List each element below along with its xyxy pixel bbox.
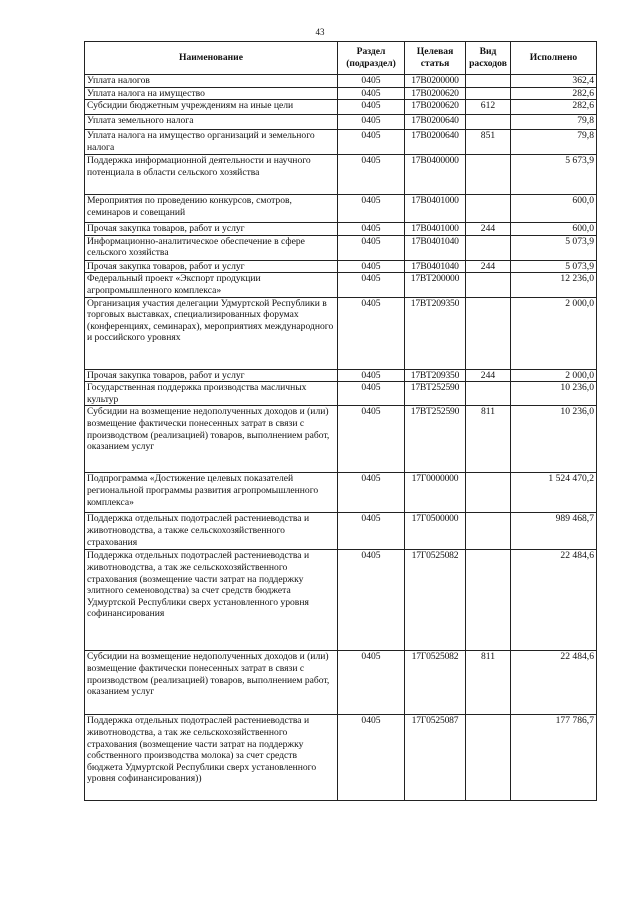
cell-expense: 244 xyxy=(466,260,511,273)
cell-expense xyxy=(466,382,511,406)
cell-expense xyxy=(466,87,511,100)
header-expense: Вид расходов xyxy=(466,42,511,75)
cell-name: Субсидии на возмещение недополученных доходов и (или) возмещение фактически понесенных затрат в связи с производством (реализацией) товаров, выполнением работ, оказанием услуг xyxy=(85,651,338,715)
cell-amount: 10 236,0 xyxy=(511,382,597,406)
cell-name: Федеральный проект «Экспорт продукции агропромышленного комплекса» xyxy=(85,273,338,297)
table-row xyxy=(85,87,597,100)
cell-amount: 2 000,0 xyxy=(511,297,597,369)
table-row xyxy=(85,100,597,115)
table-row xyxy=(85,260,597,273)
cell-expense: 244 xyxy=(466,369,511,382)
cell-target: 17В0200620 xyxy=(405,87,466,100)
cell-section: 0405 xyxy=(338,260,405,273)
cell-section: 0405 xyxy=(338,130,405,155)
cell-target: 17В0200640 xyxy=(405,130,466,155)
cell-target: 17ВТ209350 xyxy=(405,297,466,369)
cell-target: 17Г0500000 xyxy=(405,513,466,550)
cell-amount: 177 786,7 xyxy=(511,715,597,801)
table-row xyxy=(85,406,597,473)
cell-name: Уплата налогов xyxy=(85,75,338,88)
cell-amount: 22 484,6 xyxy=(511,651,597,715)
cell-expense: 244 xyxy=(466,223,511,236)
cell-expense xyxy=(466,297,511,369)
cell-amount: 282,6 xyxy=(511,100,597,115)
cell-name: Поддержка отдельных подотраслей растениеводства и животноводства, а также сельскохозяйственного страхования xyxy=(85,513,338,550)
cell-target: 17В0401040 xyxy=(405,235,466,260)
header-executed: Исполнено xyxy=(511,42,597,75)
cell-expense: 851 xyxy=(466,130,511,155)
cell-expense: 811 xyxy=(466,651,511,715)
cell-expense: 811 xyxy=(466,406,511,473)
table-row xyxy=(85,382,597,406)
table-row xyxy=(85,369,597,382)
cell-name: Прочая закупка товаров, работ и услуг xyxy=(85,223,338,236)
cell-target: 17Г0525082 xyxy=(405,550,466,651)
cell-amount: 5 673,9 xyxy=(511,155,597,195)
table-row xyxy=(85,550,597,651)
cell-target: 17ВТ252590 xyxy=(405,406,466,473)
cell-expense xyxy=(466,715,511,801)
cell-name: Субсидии бюджетным учреждениям на иные цели xyxy=(85,100,338,115)
cell-amount: 282,6 xyxy=(511,87,597,100)
cell-target: 17В0401000 xyxy=(405,223,466,236)
cell-section: 0405 xyxy=(338,651,405,715)
cell-target: 17ВТ252590 xyxy=(405,382,466,406)
table-row xyxy=(85,297,597,369)
header-target: Целевая статья xyxy=(405,42,466,75)
cell-section: 0405 xyxy=(338,550,405,651)
cell-section: 0405 xyxy=(338,235,405,260)
cell-target: 17Г0000000 xyxy=(405,473,466,513)
cell-target: 17В0200620 xyxy=(405,100,466,115)
cell-amount: 1 524 470,2 xyxy=(511,473,597,513)
page-number: 43 xyxy=(315,27,325,37)
cell-expense xyxy=(466,75,511,88)
cell-amount: 600,0 xyxy=(511,223,597,236)
cell-section: 0405 xyxy=(338,297,405,369)
cell-name: Поддержка отдельных подотраслей растениеводства и животноводства, а так же сельскохозяйственного страхования (возмещение части затрат на поддержку собственного производства молока) за счет средств бюджета Удмуртской Республики сверх установленного уровня софинансирования)) xyxy=(85,715,338,801)
table-row xyxy=(85,75,597,88)
cell-section: 0405 xyxy=(338,382,405,406)
cell-target: 17В0200000 xyxy=(405,75,466,88)
cell-expense xyxy=(466,473,511,513)
cell-section: 0405 xyxy=(338,223,405,236)
cell-section: 0405 xyxy=(338,100,405,115)
table-row xyxy=(85,235,597,260)
table-row xyxy=(85,651,597,715)
budget-table xyxy=(84,41,597,801)
cell-amount: 22 484,6 xyxy=(511,550,597,651)
cell-expense xyxy=(466,195,511,223)
cell-section: 0405 xyxy=(338,473,405,513)
cell-target: 17В0400000 xyxy=(405,155,466,195)
cell-name: Уплата налога на имущество организаций и земельного налога xyxy=(85,130,338,155)
cell-name: Подпрограмма «Достижение целевых показателей региональной программы развития агропромышленного комплекса» xyxy=(85,473,338,513)
header-section: Раздел (подраздел) xyxy=(338,42,405,75)
cell-amount: 989 468,7 xyxy=(511,513,597,550)
cell-name: Государственная поддержка производства масличных культур xyxy=(85,382,338,406)
table-row xyxy=(85,195,597,223)
cell-target: 17ВТ200000 xyxy=(405,273,466,297)
header-name: Наименование xyxy=(85,42,338,75)
cell-expense xyxy=(466,273,511,297)
cell-section: 0405 xyxy=(338,406,405,473)
table-row xyxy=(85,273,597,297)
cell-section: 0405 xyxy=(338,75,405,88)
cell-name: Информационно-аналитическое обеспечение в сфере сельского хозяйства xyxy=(85,235,338,260)
cell-expense xyxy=(466,235,511,260)
cell-expense: 612 xyxy=(466,100,511,115)
cell-name: Прочая закупка товаров, работ и услуг xyxy=(85,260,338,273)
cell-amount: 2 000,0 xyxy=(511,369,597,382)
cell-amount: 362,4 xyxy=(511,75,597,88)
cell-target: 17Г0525087 xyxy=(405,715,466,801)
cell-target: 17В0401000 xyxy=(405,195,466,223)
cell-target: 17Г0525082 xyxy=(405,651,466,715)
cell-name: Организация участия делегации Удмуртской Республики в торговых выставках, специализированных форумах (конференциях, семинарах), мероприятиях международного и российского уровнях xyxy=(85,297,338,369)
cell-amount: 79,8 xyxy=(511,115,597,130)
cell-section: 0405 xyxy=(338,369,405,382)
cell-amount: 10 236,0 xyxy=(511,406,597,473)
table-row xyxy=(85,155,597,195)
cell-expense xyxy=(466,115,511,130)
table-row xyxy=(85,715,597,801)
cell-amount: 5 073,9 xyxy=(511,260,597,273)
cell-expense xyxy=(466,513,511,550)
cell-amount: 5 073,9 xyxy=(511,235,597,260)
table-row xyxy=(85,130,597,155)
table-row xyxy=(85,473,597,513)
cell-name: Поддержка отдельных подотраслей растениеводства и животноводства, а так же сельскохозяйственного страхования (возмещение части затрат на поддержку элитного семеноводства) за счет средств бюджета Удмуртской Республики сверх установленного уровня софинансирования xyxy=(85,550,338,651)
cell-section: 0405 xyxy=(338,513,405,550)
cell-section: 0405 xyxy=(338,155,405,195)
cell-target: 17ВТ209350 xyxy=(405,369,466,382)
cell-section: 0405 xyxy=(338,195,405,223)
cell-name: Мероприятия по проведению конкурсов, смотров, семинаров и совещаний xyxy=(85,195,338,223)
cell-section: 0405 xyxy=(338,115,405,130)
table-header-row xyxy=(85,42,597,75)
cell-expense xyxy=(466,550,511,651)
table-row xyxy=(85,115,597,130)
cell-name: Уплата земельного налога xyxy=(85,115,338,130)
cell-section: 0405 xyxy=(338,273,405,297)
cell-expense xyxy=(466,155,511,195)
cell-name: Поддержка информационной деятельности и научного потенциала в области сельского хозяйства xyxy=(85,155,338,195)
table-row xyxy=(85,513,597,550)
table-row xyxy=(85,223,597,236)
cell-name: Уплата налога на имущество xyxy=(85,87,338,100)
cell-name: Прочая закупка товаров, работ и услуг xyxy=(85,369,338,382)
cell-name: Субсидии на возмещение недополученных доходов и (или) возмещение фактически понесенных затрат в связи с производством (реализацией) товаров, выполнением работ, оказанием услуг xyxy=(85,406,338,473)
cell-section: 0405 xyxy=(338,87,405,100)
cell-amount: 12 236,0 xyxy=(511,273,597,297)
cell-section: 0405 xyxy=(338,715,405,801)
cell-amount: 79,8 xyxy=(511,130,597,155)
cell-amount: 600,0 xyxy=(511,195,597,223)
cell-target: 17В0401040 xyxy=(405,260,466,273)
cell-target: 17В0200640 xyxy=(405,115,466,130)
